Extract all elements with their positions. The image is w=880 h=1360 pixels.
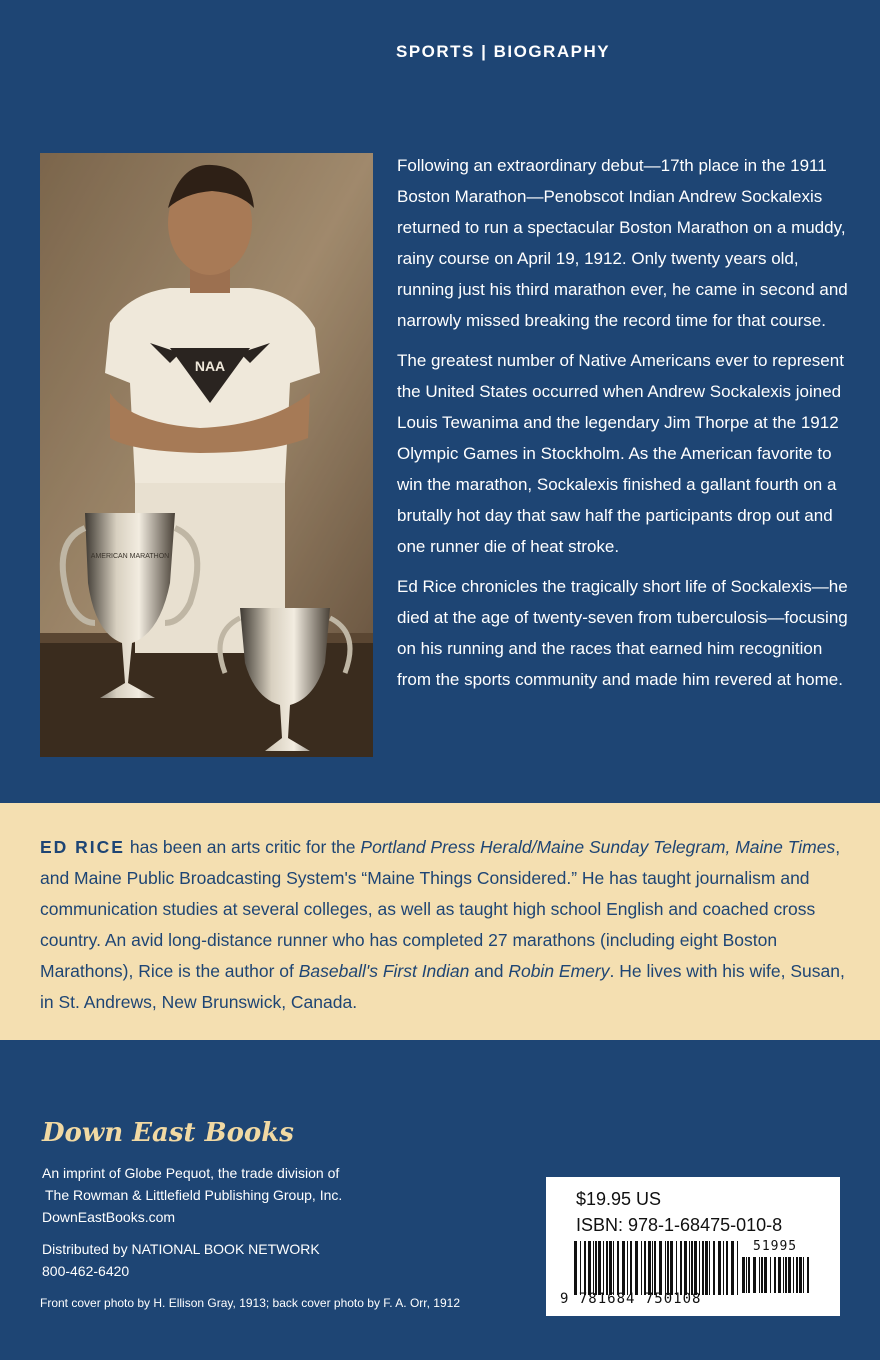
bio-text: . He lives with his wife, Susan, in St. Andrews, New Brunswick, Canada. xyxy=(40,961,845,1012)
description-paragraph: Following an extraordinary debut—17th place in the 1911 Boston Marathon—Penobscot Indian Andrew Sockalexis returned to run a spectacular Boston Marathon on a muddy, rainy course on April 19, 1912. Only twenty years old, running just his third marathon ever, he came in second and narrowly missed breaking the record time for that course. xyxy=(397,156,848,330)
photo-credits: Front cover photo by H. Ellison Gray, 1913; back cover photo by F. A. Orr, 1912 xyxy=(40,1296,460,1310)
barcode-addon-bars xyxy=(742,1257,812,1293)
distributor-line: Distributed by NATIONAL BOOK NETWORK xyxy=(42,1241,320,1257)
barcode-digits: 9 781684 750108 xyxy=(560,1291,702,1307)
publisher-website: DownEastBooks.com xyxy=(42,1209,176,1225)
publisher-info xyxy=(42,1162,342,1228)
publisher-logo: Down East Books xyxy=(42,1118,294,1148)
publication-title: Portland Press Herald/Maine Sunday Telegram, Maine Times xyxy=(360,837,836,857)
barcode-addon-digits: 51995 xyxy=(753,1239,798,1254)
distributor-phone: 800-462-6420 xyxy=(42,1263,130,1279)
barcode-box xyxy=(546,1177,840,1316)
book-title: Baseball's First Indian xyxy=(298,961,470,981)
publisher-line: The Rowman & Littlefield Publishing Group, Inc. xyxy=(45,1187,343,1203)
book-title: Robin Emery xyxy=(508,961,610,981)
description-paragraph: The greatest number of Native Americans ever to represent the United States occurred when Andrew Sockalexis joined Louis Tewanima and the legendary Jim Thorpe at the 1912 Olympic Games in Stockholm. As the American favorite to win the marathon, Sockalexis finished a gallant fourth on a brutally hot day that saw half the participants drop out and one runner die of heat stroke. xyxy=(397,351,844,556)
book-description xyxy=(397,150,853,704)
distributor-info xyxy=(42,1238,320,1282)
cover-photo xyxy=(40,153,373,757)
author-bio xyxy=(40,832,852,1018)
isbn: ISBN: 978-1-68475-010-8 xyxy=(576,1215,783,1235)
barcode-bars xyxy=(574,1241,740,1295)
bio-text: and xyxy=(469,961,509,981)
bio-text: , and Maine Public Broadcasting System's “Maine Things Considered.” He has taught journalism and communication studies at several colleges, as well as taught high school English and coached cross country. An avid long-distance runner who has completed 27 marathons (including eight Boston Marathons), Rice is the author of xyxy=(40,837,841,981)
category-label: SPORTS | BIOGRAPHY xyxy=(396,42,611,61)
author-name: ED RICE xyxy=(40,837,125,857)
trophy-engraving: AMERICAN MARATHON xyxy=(90,553,170,560)
description-paragraph: Ed Rice chronicles the tragically short life of Sockalexis—he died at the age of twenty-seven from tuberculosis—focusing on his running and the races that earned him recognition from the sports community and made him revered at home. xyxy=(397,577,848,689)
price: $19.95 US xyxy=(576,1189,662,1209)
bio-text: has been an arts critic for the xyxy=(124,837,361,857)
jersey-letters: NAA xyxy=(194,358,226,374)
publisher-line: An imprint of Globe Pequot, the trade division of xyxy=(42,1165,340,1181)
